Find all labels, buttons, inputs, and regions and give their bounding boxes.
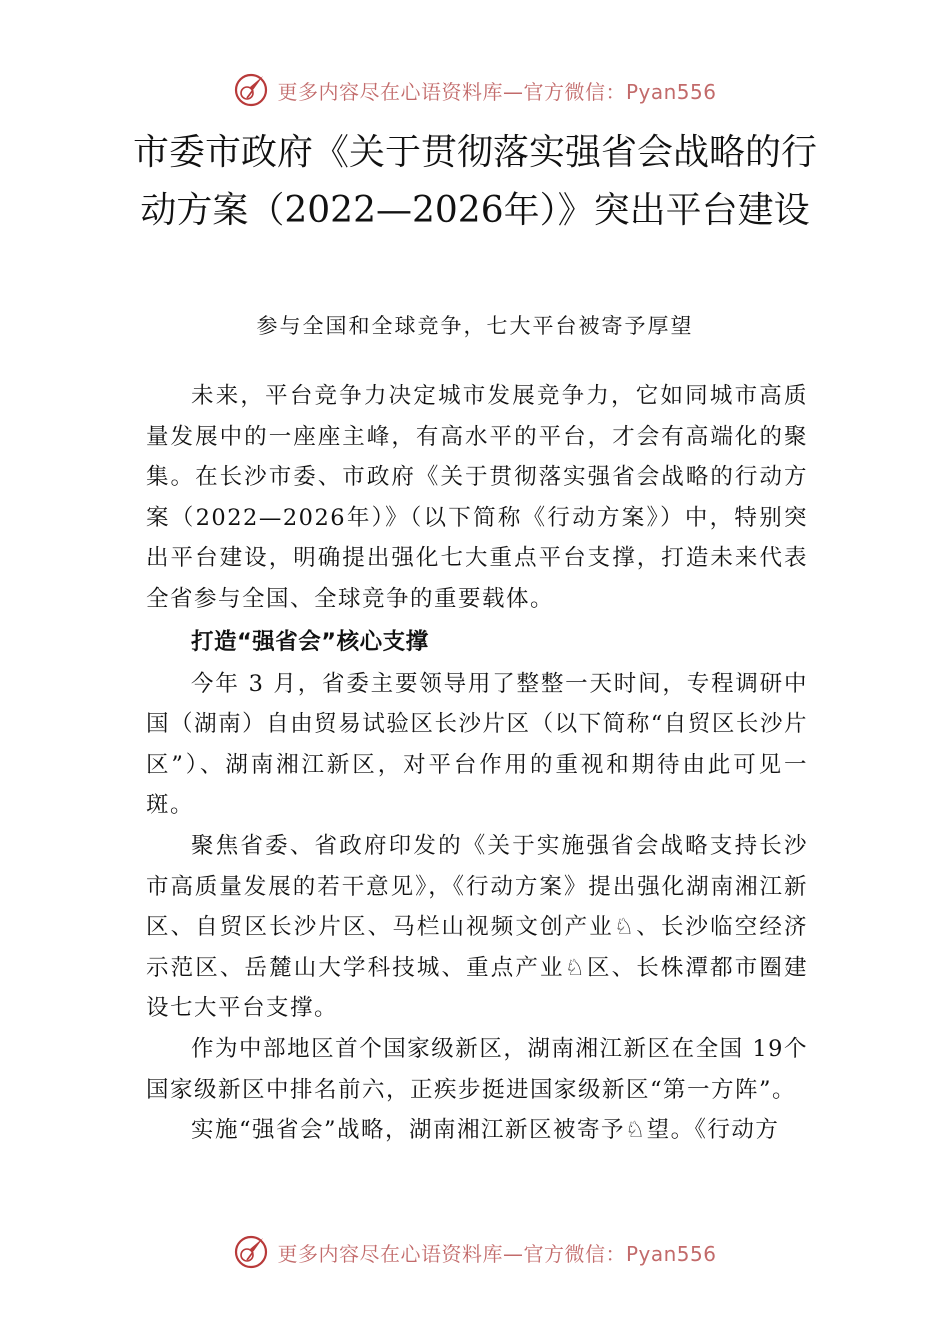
quill-logo-icon xyxy=(233,72,269,108)
footer-banner-text: 更多内容尽在心语资料库—官方微信：Pyan556 xyxy=(277,1241,717,1266)
paragraph: 今年 3 月，省委主要领导用了整整一天时间，专程调研中国（湖南）自由贸易试验区长沙片区（以下简称“自贸区长沙片区”）、湖南湘江新区，对平台作用的重视和期待由此可见一斑。 xyxy=(146,670,808,819)
paragraph: 实施“强省会”战略，湖南湘江新区被寄予♘望。《行动方 xyxy=(191,1117,780,1144)
footer-banner xyxy=(0,1234,950,1270)
paragraph: 未来，平台竞争力决定城市发展竞争力，它如同城市高质量发展中的一座座主峰，有高水平的平台，才会有高端化的聚集。在长沙市委、市政府《关于贯彻落实强省会战略的行动方案（2022—2026年）》（以下简称《行动方案》）中，特别突出平台建设，明确提出强化七大重点平台支撑，打造未来代表全省参与全国、全球竞争的重要载体。 xyxy=(146,383,808,612)
paragraph: 聚焦省委、省政府印发的《关于实施强省会战略支持长沙市高质量发展的若干意见》，《行动方案》提出强化湖南湘江新区、自贸区长沙片区、马栏山视频文创产业♘、长沙临空经济示范区、岳麓山大学科技城、重点产业♘区、长株潭都市圈建设七大平台支撑。 xyxy=(146,832,808,1022)
header-banner-text: 更多内容尽在心语资料库—官方微信：Pyan556 xyxy=(277,79,717,104)
page-title: 市委市政府《关于贯彻落实强省会战略的行动方案（2022—2026年）》突出平台建设 xyxy=(132,132,817,231)
header-banner xyxy=(0,72,950,108)
section-heading: 打造“强省会”核心支撑 xyxy=(191,628,429,655)
quill-logo-icon xyxy=(233,1234,269,1270)
paragraph: 作为中部地区首个国家级新区，湖南湘江新区在全国 19个国家级新区中排名前六，正疾步挺进国家级新区“第一方阵”。 xyxy=(146,1035,808,1103)
article-body xyxy=(146,376,808,1151)
page-subtitle: 参与全国和全球竞争，七大平台被寄予厚望 xyxy=(256,314,694,338)
